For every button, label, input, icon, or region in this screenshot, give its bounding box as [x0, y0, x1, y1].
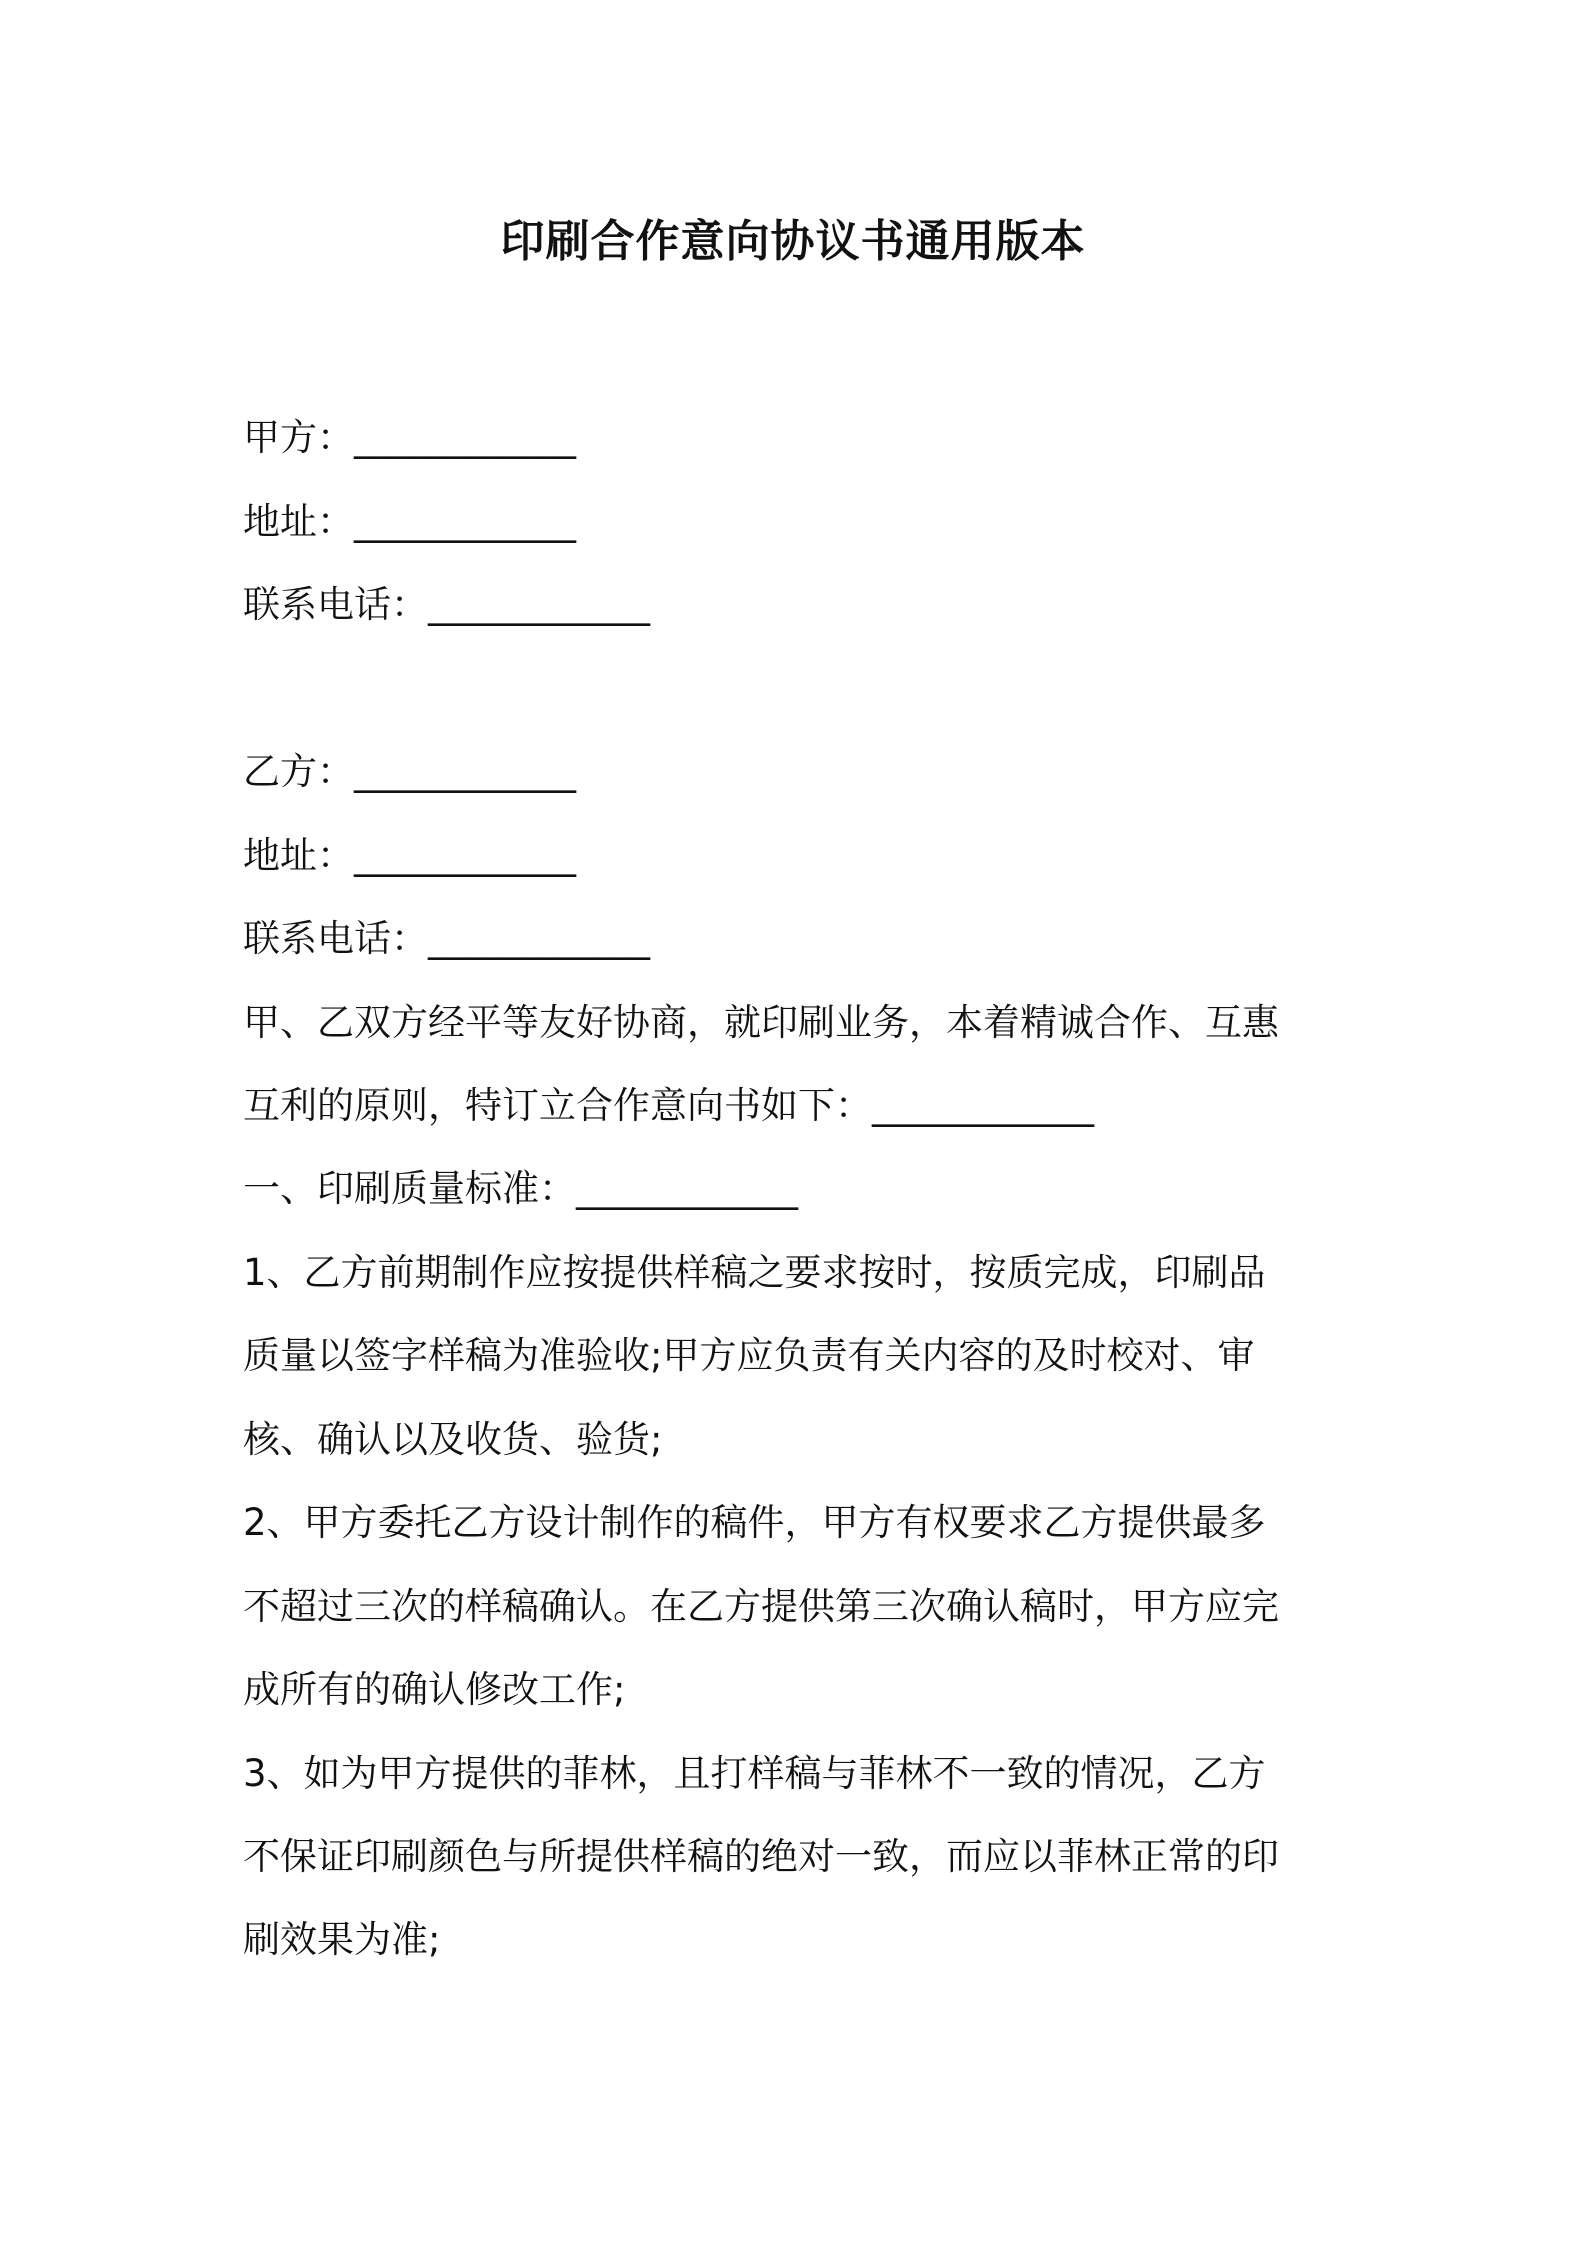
party-a-name-line: 甲方：____________ [243, 416, 576, 459]
item-1-line-2: 质量以签字样稿为准验收;甲方应负责有关内容的及时校对、审 [243, 1334, 1255, 1377]
item-1-line-1: 1、乙方前期制作应按提供样稿之要求按时，按质完成，印刷品 [243, 1251, 1266, 1294]
party-b-phone-line: 联系电话：____________ [243, 917, 650, 960]
item-2-line-2: 不超过三次的样稿确认。在乙方提供第三次确认稿时，甲方应完 [243, 1585, 1279, 1628]
intro-line-2: 互利的原则，特订立合作意向书如下：____________ [243, 1084, 1094, 1127]
item-3-line-1: 3、如为甲方提供的菲林，且打样稿与菲林不一致的情况，乙方 [243, 1752, 1266, 1795]
item-3-line-2: 不保证印刷颜色与所提供样稿的绝对一致，而应以菲林正常的印 [243, 1835, 1279, 1878]
intro-line-1: 甲、乙双方经平等友好协商，就印刷业务，本着精诚合作、互惠 [243, 1001, 1279, 1044]
party-b-name-line: 乙方：____________ [243, 750, 576, 793]
item-2-line-3: 成所有的确认修改工作; [243, 1668, 626, 1711]
item-2-line-1: 2、甲方委托乙方设计制作的稿件，甲方有权要求乙方提供最多 [243, 1501, 1266, 1544]
section-1-heading: 一、印刷质量标准：____________ [243, 1167, 798, 1210]
item-3-line-3: 刷效果为准; [243, 1918, 441, 1961]
item-1-line-3: 核、确认以及收货、验货; [243, 1418, 663, 1461]
document-title: 印刷合作意向协议书通用版本 [500, 216, 1086, 267]
party-a-address-line: 地址：____________ [243, 500, 576, 543]
party-a-phone-line: 联系电话：____________ [243, 583, 650, 626]
party-b-address-line: 地址：____________ [243, 834, 576, 877]
